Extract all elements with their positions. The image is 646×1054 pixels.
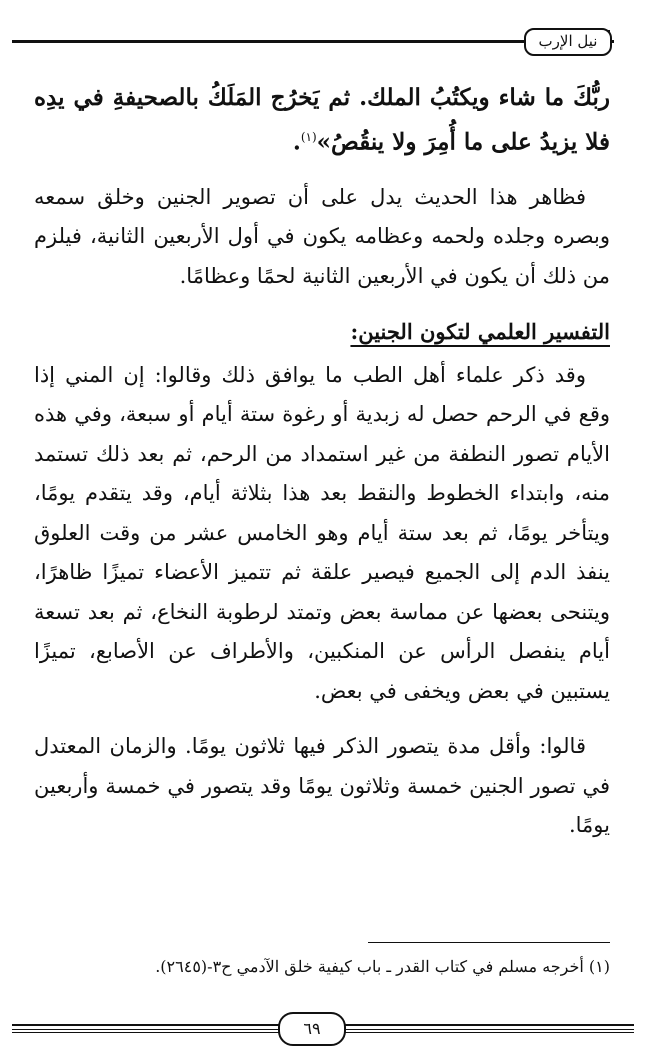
hadith-end: . xyxy=(292,128,301,156)
footnote: (١) أخرجه مسلم في كتاب القدر ـ باب كيفية خلق الآدمي ح٣-(٢٦٤٥). xyxy=(155,957,610,976)
hadith-text: ربُّكَ ما شاء ويكتُبُ الملك. ثم يَخرُج المَلَكُ بالصحيفةِ في يدِه فلا يزيدُ على ما أُمِرَ ولا ينقُصُ» xyxy=(34,84,610,156)
running-header-title: نيل الإرب xyxy=(524,28,612,56)
footnote-separator xyxy=(368,942,610,943)
paragraph-duration: قالوا: وأقل مدة يتصور الذكر فيها ثلاثون يومًا. والزمان المعتدل في تصور الجنين خمسة وثلاثون يومًا وقد يتصور في خمسة وأربعين يومًا. xyxy=(34,734,610,838)
hadith-continuation xyxy=(34,78,610,162)
paragraph-commentary: فظاهر هذا الحديث يدل على أن تصوير الجنين وخلق سمعه وبصره وجلده ولحمه وعظامه يكون في أول الأربعين الثانية، فيلزم من ذلك أن يكون في الأربعين الثانية لحمًا وعظامًا. xyxy=(34,184,610,288)
section-heading: التفسير العلمي لتكون الجنين: xyxy=(350,319,610,345)
paragraph-scientific: وقد ذكر علماء أهل الطب ما يوافق ذلك وقالوا: إن المني إذا وقع في الرحم حصل له زبدية أو رغوة ستة أيام أو سبعة، وفي هذه الأيام تصور النطفة من غير استمداد من الرحم، ثم بعد ذلك تستمد منه، وابتداء الخطوط والنقط بعد هذا بثلاثة أيام، وقد يتقدم يومًا، ويتأخر يومًا، ثم بعد ستة أيام وهو الخامس عشر من وقت العلوق ينفذ الدم إلى الجميع فيصير علقة ثم تتميز الأعضاء تميزًا ظاهرًا، ويتنحى بعضها عن مماسة بعض وتمتد لرطوبة النخاع، ثم بعد تسعة أيام ينفصل الرأس عن المنكبين، والأطراف عن الأصابع، تميزًا يستبين في بعض ويخفى في بعض. xyxy=(34,362,610,703)
page-number: ٦٩ xyxy=(278,1012,346,1046)
footnote-reference: (١) xyxy=(300,129,317,144)
main-text xyxy=(34,78,610,862)
